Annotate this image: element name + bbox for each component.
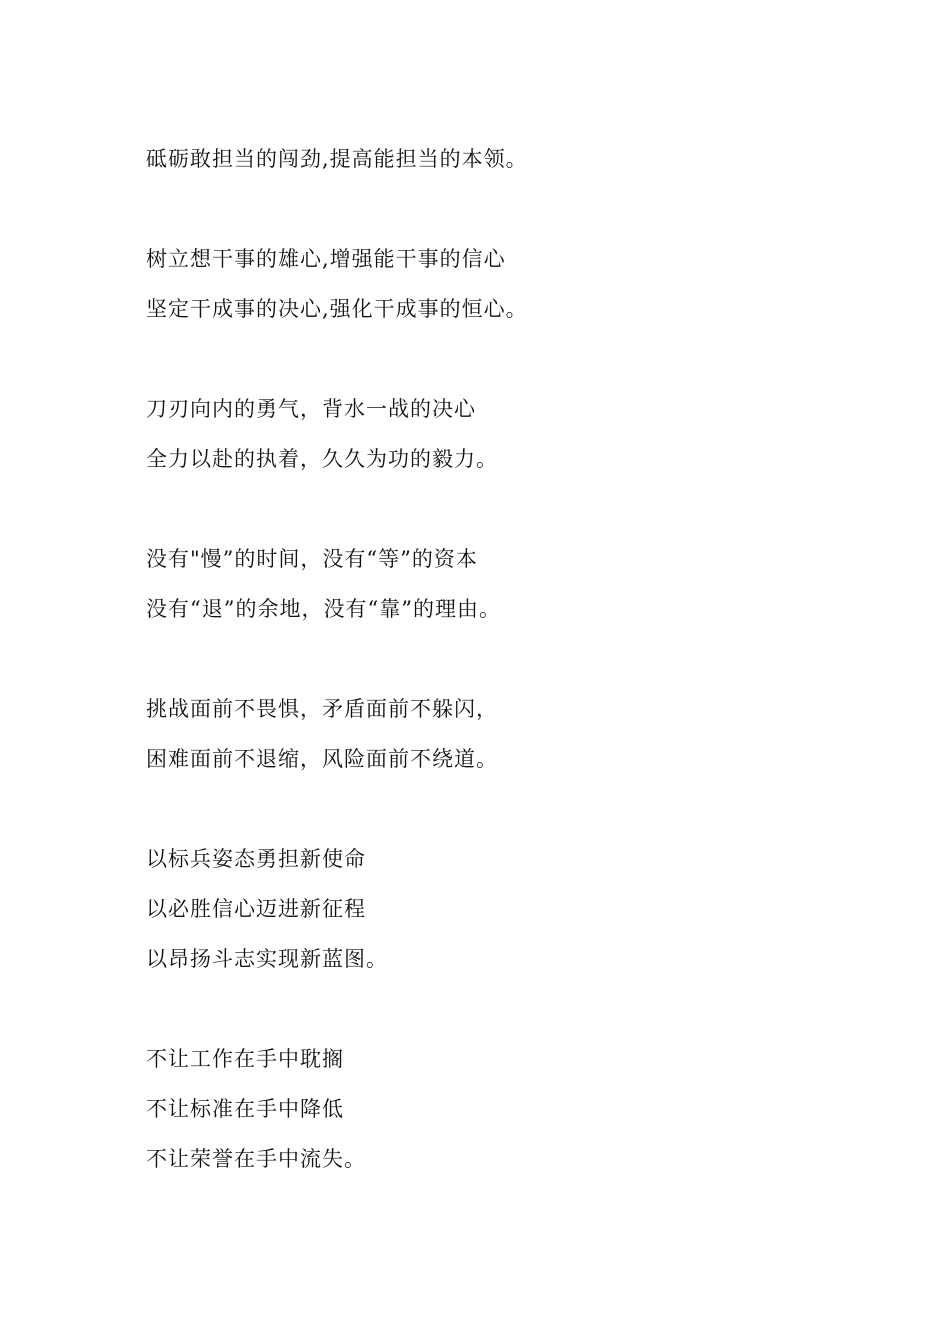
stanza-3 xyxy=(146,384,846,484)
text-line: 不让标准在手中降低 xyxy=(146,1097,344,1121)
stanza-6 xyxy=(146,834,846,984)
stanza-4 xyxy=(146,534,846,634)
text-line: 坚定干成事的决心,强化干成事的恒心。 xyxy=(146,297,528,321)
text-line: 以标兵姿态勇担新使命 xyxy=(146,847,366,871)
text-line: 以必胜信心迈进新征程 xyxy=(146,897,366,921)
text-line: 不让工作在手中耽搁 xyxy=(146,1047,344,1071)
text-line: 没有“退”的余地，没有“靠”的理由。 xyxy=(146,597,501,621)
text-line: 不让荣誉在手中流失。 xyxy=(146,1147,366,1171)
text-line: 以昂扬斗志实现新蓝图。 xyxy=(146,947,388,971)
stanza-2 xyxy=(146,234,846,334)
text-line: 刀刃向内的勇气，背水一战的决心 xyxy=(146,397,476,421)
text-line: 全力以赴的执着，久久为功的毅力。 xyxy=(146,447,498,471)
stanza-7 xyxy=(146,1034,846,1184)
document-body xyxy=(146,134,846,1234)
stanza-1 xyxy=(146,134,846,184)
text-line: 砥砺敢担当的闯劲,提高能担当的本领。 xyxy=(146,147,528,171)
text-line: 树立想干事的雄心,增强能干事的信心 xyxy=(146,247,506,271)
text-line: 困难面前不退缩，风险面前不绕道。 xyxy=(146,747,498,771)
text-line: 挑战面前不畏惧，矛盾面前不躲闪， xyxy=(146,697,498,721)
stanza-5 xyxy=(146,684,846,784)
text-line: 没有"慢”的时间，没有“等”的资本 xyxy=(146,547,478,571)
